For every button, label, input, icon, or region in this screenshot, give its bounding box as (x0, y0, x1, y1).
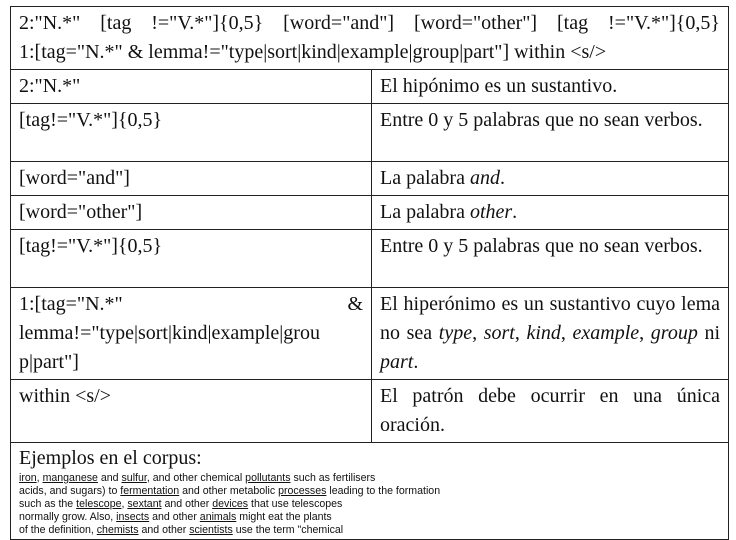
description-cell: Entre 0 y 5 palabras que no sean verbos. (372, 104, 729, 162)
corpus-term: iron (19, 472, 37, 484)
corpus-line (19, 472, 720, 485)
description-term: part (380, 351, 414, 373)
corpus-examples (19, 472, 720, 537)
description-term: example (572, 322, 640, 344)
corpus-term: fermentation (120, 485, 180, 497)
corpus-text: , (36, 472, 43, 484)
corpus-term: sextant (127, 498, 162, 510)
corpus-text: such as fertilisers (290, 472, 376, 484)
pattern-line: p|part"] (19, 351, 79, 373)
examples-title: Ejemplos en el corpus: (19, 447, 202, 469)
table-row (11, 70, 729, 104)
corpus-text: and other metabolic (179, 485, 279, 497)
corpus-term: manganese (42, 472, 98, 484)
examples-row (11, 443, 729, 540)
corpus-text: , (121, 498, 128, 510)
corpus-text: normally grow. Also, (19, 511, 117, 523)
pattern-cell: [word="other"] (11, 196, 372, 230)
corpus-text: that use telescopes (248, 498, 343, 510)
corpus-line (19, 524, 720, 537)
corpus-term: scientists (189, 524, 233, 536)
full-pattern-cell (11, 7, 729, 70)
corpus-term: animals (199, 511, 237, 523)
corpus-text: and other (161, 498, 213, 510)
description-punct: , (472, 322, 484, 344)
corpus-text: and other (149, 511, 200, 523)
corpus-text: leading to the formation (326, 485, 441, 497)
description-punct: ni (697, 322, 721, 344)
full-pattern-line-2: 1:[tag="N.*" & lemma!="type|sort|kind|example|group|part"] within <s/> (19, 41, 607, 63)
description-cell: Entre 0 y 5 palabras que no sean verbos. (372, 230, 729, 288)
description-term: sort (483, 322, 515, 344)
examples-cell (11, 443, 729, 540)
full-pattern-line-1: 2:"N.*" [tag !="V.*"]{0,5} [word="and"] [word="other"] [tag !="V.*"]{0,5} (19, 12, 721, 34)
table-row (11, 162, 729, 196)
description-text: La palabra (380, 201, 470, 223)
pattern-fragment: & (347, 293, 363, 315)
description-punct: , (560, 322, 573, 344)
description-cell: El patrón debe ocurrir en una única oración. (372, 380, 729, 443)
description-cell (372, 196, 729, 230)
description-punct: . (512, 201, 518, 223)
table-row (11, 230, 729, 288)
description-term: kind (526, 322, 561, 344)
pattern-cell: 2:"N.*" (11, 70, 372, 104)
corpus-line (19, 511, 720, 524)
description-term: other (469, 201, 513, 223)
description-cell (372, 162, 729, 196)
pattern-fragment: 1:[tag="N.*" (19, 293, 123, 315)
corpus-term: devices (212, 498, 249, 510)
corpus-term: insects (116, 511, 150, 523)
description-punct: . (413, 351, 419, 373)
pattern-cell: within <s/> (11, 380, 372, 443)
pattern-cell: [tag!="V.*"]{0,5} (11, 104, 372, 162)
description-punct: . (499, 167, 505, 189)
description-text: El hiperónimo es un sustantivo cuyo lema no sea (380, 293, 721, 344)
pattern-cell: [tag!="V.*"]{0,5} (11, 230, 372, 288)
table-row (11, 288, 729, 380)
pattern-line (19, 290, 363, 319)
table-row (11, 196, 729, 230)
corpus-text: and (97, 472, 122, 484)
description-punct: , (514, 322, 527, 344)
corpus-text: use the term "chemical (232, 524, 344, 536)
description-text: La palabra (380, 167, 470, 189)
corpus-text: acids, and sugars) to (19, 485, 121, 497)
header-row (11, 7, 729, 70)
corpus-term: sulfur (121, 472, 147, 484)
description-term: and (469, 167, 500, 189)
corpus-text: of the definition, (19, 524, 97, 536)
table-row (11, 104, 729, 162)
corpus-term: pollutants (245, 472, 291, 484)
description-term: type (438, 322, 473, 344)
table-row (11, 380, 729, 443)
corpus-line (19, 485, 720, 498)
corpus-term: processes (278, 485, 327, 497)
corpus-term: telescope (76, 498, 122, 510)
corpus-text: and other (138, 524, 190, 536)
description-punct: , (639, 322, 651, 344)
corpus-text: might eat the plants (236, 511, 332, 523)
pattern-line: lemma!="type|sort|kind|example|grou (19, 322, 320, 344)
corpus-line (19, 498, 720, 511)
pattern-cell: [word="and"] (11, 162, 372, 196)
corpus-text: such as the (19, 498, 77, 510)
description-term: group (650, 322, 698, 344)
pattern-table (10, 6, 729, 540)
description-cell (372, 288, 729, 380)
pattern-cell (11, 288, 372, 380)
corpus-text: , and other chemical (146, 472, 246, 484)
description-cell: El hipónimo es un sustantivo. (372, 70, 729, 104)
corpus-term: chemists (96, 524, 139, 536)
